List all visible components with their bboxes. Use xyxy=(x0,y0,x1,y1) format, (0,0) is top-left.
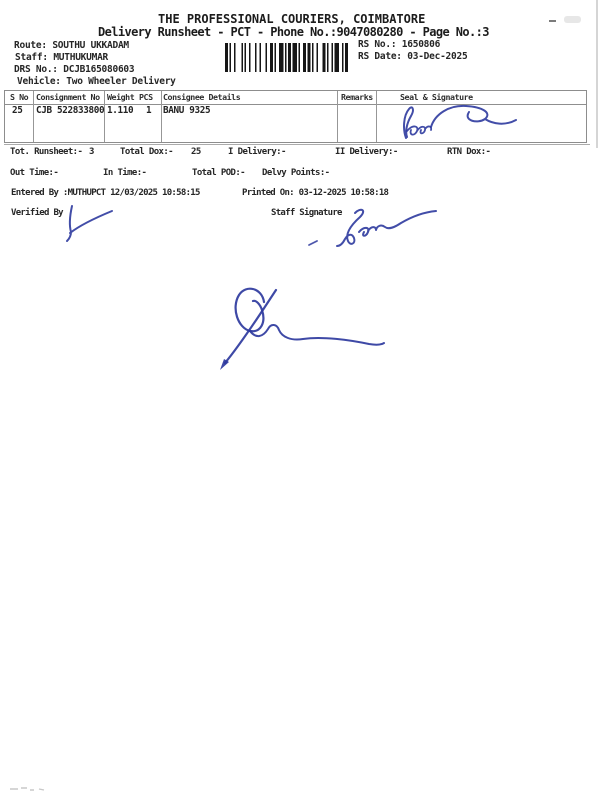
entered-by-text: Entered By :MUTHUPCT 12/03/2025 10:58:15 xyxy=(11,188,200,198)
table-col-divider xyxy=(376,91,377,142)
scan-artifact-smudge xyxy=(564,16,581,23)
cell-weight: 1.110 xyxy=(107,105,134,116)
col-header-weight: Weight xyxy=(107,92,135,102)
delvy-points-label: Delvy Points:- xyxy=(262,168,330,178)
section-divider xyxy=(4,144,590,145)
in-time-label: In Time:- xyxy=(103,168,147,178)
col-header-seal: Seal & Signature xyxy=(400,92,473,102)
table-col-divider xyxy=(104,91,105,142)
page-title: THE PROFESSIONAL COURIERS, COIMBATORE xyxy=(158,12,426,26)
scan-edge-line xyxy=(596,0,598,148)
vehicle-field xyxy=(17,77,176,87)
table-col-divider xyxy=(161,91,162,142)
cell-pcs: 1 xyxy=(146,105,152,116)
seal-signature-ink xyxy=(392,100,527,142)
col-header-sno: S No xyxy=(10,92,29,102)
staff-signature-ink xyxy=(303,203,443,251)
staff-field xyxy=(15,53,108,63)
cell-sno: 25 xyxy=(12,105,23,116)
barcode xyxy=(225,43,351,72)
route-field xyxy=(14,41,129,51)
route-value: SOUTHU UKKADAM xyxy=(52,40,129,51)
tot-runsheet-label: Tot. Runsheet:- xyxy=(10,147,83,157)
rs-date-label: RS Date: xyxy=(358,51,402,62)
ii-delivery-label: II Delivery:- xyxy=(335,147,398,157)
staff-label: Staff: xyxy=(15,52,48,63)
rs-date-value: 03-Dec-2025 xyxy=(407,51,468,62)
i-delivery-label: I Delivery:- xyxy=(228,147,286,157)
scan-artifact-dash xyxy=(549,20,556,22)
rs-no-field xyxy=(358,40,440,50)
drs-no-field xyxy=(14,65,134,75)
cell-consignment: CJB 522833800 xyxy=(36,105,105,116)
drs-no-value: DCJB165080603 xyxy=(63,64,135,75)
verified-by-label: Verified By xyxy=(11,208,63,218)
rtn-dox-label: RTN Dox:- xyxy=(447,147,491,157)
vehicle-label: Vehicle: xyxy=(17,76,61,87)
out-time-label: Out Time:- xyxy=(10,168,59,178)
printed-on-text: Printed On: 03-12-2025 10:58:18 xyxy=(242,188,389,198)
large-signature-ink xyxy=(200,278,395,378)
total-dox-label: Total Dox:- xyxy=(120,147,174,157)
total-dox-value: 25 xyxy=(191,147,201,157)
total-pod-label: Total POD:- xyxy=(192,168,246,178)
col-header-consignee: Consignee Details xyxy=(163,92,241,102)
table-col-divider xyxy=(33,91,34,142)
col-header-consignment: Consignment No xyxy=(36,92,100,102)
cell-consignee: BANU 9325 xyxy=(163,105,211,116)
col-header-remarks: Remarks xyxy=(341,92,373,102)
staff-value: MUTHUKUMAR xyxy=(53,52,109,63)
rs-no-value: 1650806 xyxy=(401,39,441,50)
drs-no-label: DRS No.: xyxy=(14,64,58,75)
scan-smudge-bottom xyxy=(8,784,52,794)
table-col-divider xyxy=(337,91,338,142)
route-label: Route: xyxy=(14,40,47,51)
rs-no-label: RS No.: xyxy=(358,39,397,50)
rs-date-field xyxy=(358,52,467,62)
col-header-pcs: PCS xyxy=(139,92,153,102)
verified-signature-ink xyxy=(58,198,118,248)
vehicle-value: Two Wheeler Delivery xyxy=(66,76,176,87)
tot-runsheet-value: 3 xyxy=(89,147,94,157)
staff-signature-label: Staff Signature xyxy=(271,208,342,218)
page-subtitle: Delivery Runsheet - PCT - Phone No.:9047080280 - Page No.:3 xyxy=(98,25,489,39)
